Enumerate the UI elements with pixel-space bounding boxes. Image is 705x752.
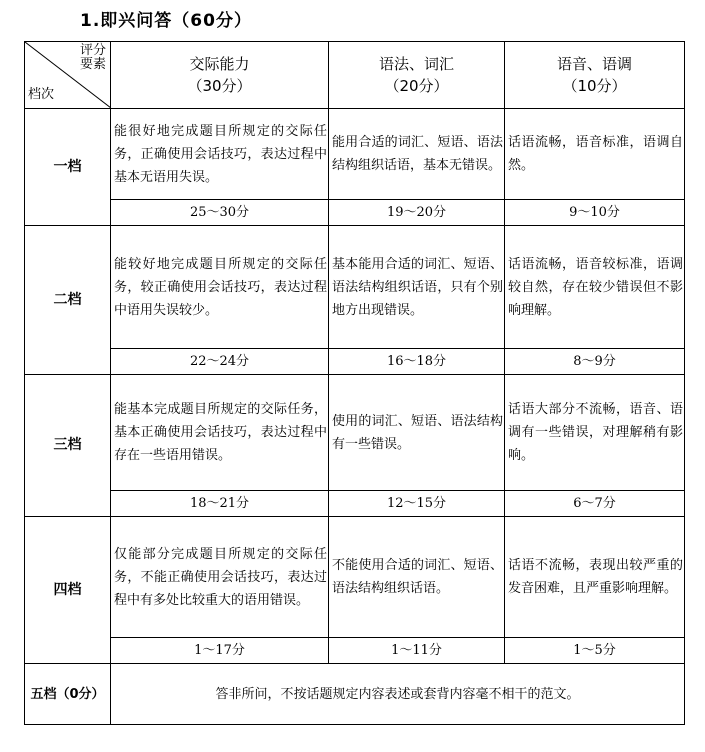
col-header-communication: 交际能力 （30分） (111, 42, 329, 109)
grade-cell: 三档 (25, 375, 111, 517)
desc-cell: 不能使用合适的词汇、短语、语法结构组织话语。 (329, 517, 505, 638)
desc-cell: 话语大部分不流畅，语音、语调有一些错误，对理解稍有影响。 (505, 375, 685, 491)
desc-cell: 话语流畅，语音较标准，语调较自然，存在较少错误但不影响理解。 (505, 226, 685, 349)
score-row (25, 491, 685, 517)
score-cell: 1～11分 (329, 638, 505, 664)
desc-cell: 仅能部分完成题目所规定的交际任务，不能正确使用会话技巧，表达过程中有多处比较重大的语用错误。 (111, 517, 329, 638)
table-row (25, 664, 685, 725)
score-cell: 22～24分 (111, 349, 329, 375)
fail-desc-cell: 答非所问，不按话题规定内容表述或套背内容毫不相干的范文。 (111, 664, 685, 725)
score-cell: 8～9分 (505, 349, 685, 375)
page-title: 1.即兴问答（60分） (80, 11, 252, 31)
col-header-grammar: 语法、词汇 （20分） (329, 42, 505, 109)
desc-cell: 使用的词汇、短语、语法结构有一些错误。 (329, 375, 505, 491)
criteria-label: 评分 要素 (79, 43, 106, 72)
desc-cell: 话语流畅，语音标准，语调自然。 (505, 109, 685, 200)
col-header-pronunciation: 语音、语调 （10分） (505, 42, 685, 109)
desc-cell: 能较好地完成题目所规定的交际任务，较正确使用会话技巧，表达过程中语用失误较少。 (111, 226, 329, 349)
table-row (25, 109, 685, 200)
score-row (25, 200, 685, 226)
header-row (25, 42, 685, 109)
desc-cell: 能很好地完成题目所规定的交际任务，正确使用会话技巧，表达过程中基本无语用失误。 (111, 109, 329, 200)
diagonal-header-cell (25, 42, 111, 109)
table-row (25, 226, 685, 349)
table-row (25, 517, 685, 638)
score-row (25, 349, 685, 375)
grade-cell: 五档（0分） (25, 664, 111, 725)
desc-cell: 能用合适的词汇、短语、语法结构组织话语，基本无错误。 (329, 109, 505, 200)
score-cell: 6～7分 (505, 491, 685, 517)
score-cell: 12～15分 (329, 491, 505, 517)
score-cell: 1～17分 (111, 638, 329, 664)
desc-cell: 基本能用合适的词汇、短语、语法结构组织话语，只有个别地方出现错误。 (329, 226, 505, 349)
grade-cell: 一档 (25, 109, 111, 226)
desc-cell: 能基本完成题目所规定的交际任务，基本正确使用会话技巧，表达过程中存在一些语用错误。 (111, 375, 329, 491)
score-cell: 16～18分 (329, 349, 505, 375)
scoring-table (24, 41, 685, 725)
grade-label: 档次 (28, 87, 55, 102)
desc-cell: 话语不流畅，表现出较严重的发音困难，且严重影响理解。 (505, 517, 685, 638)
score-cell: 9～10分 (505, 200, 685, 226)
score-cell: 19～20分 (329, 200, 505, 226)
grade-cell: 二档 (25, 226, 111, 375)
table-row (25, 375, 685, 491)
score-row (25, 638, 685, 664)
score-cell: 1～5分 (505, 638, 685, 664)
score-cell: 25～30分 (111, 200, 329, 226)
grade-cell: 四档 (25, 517, 111, 664)
score-cell: 18～21分 (111, 491, 329, 517)
